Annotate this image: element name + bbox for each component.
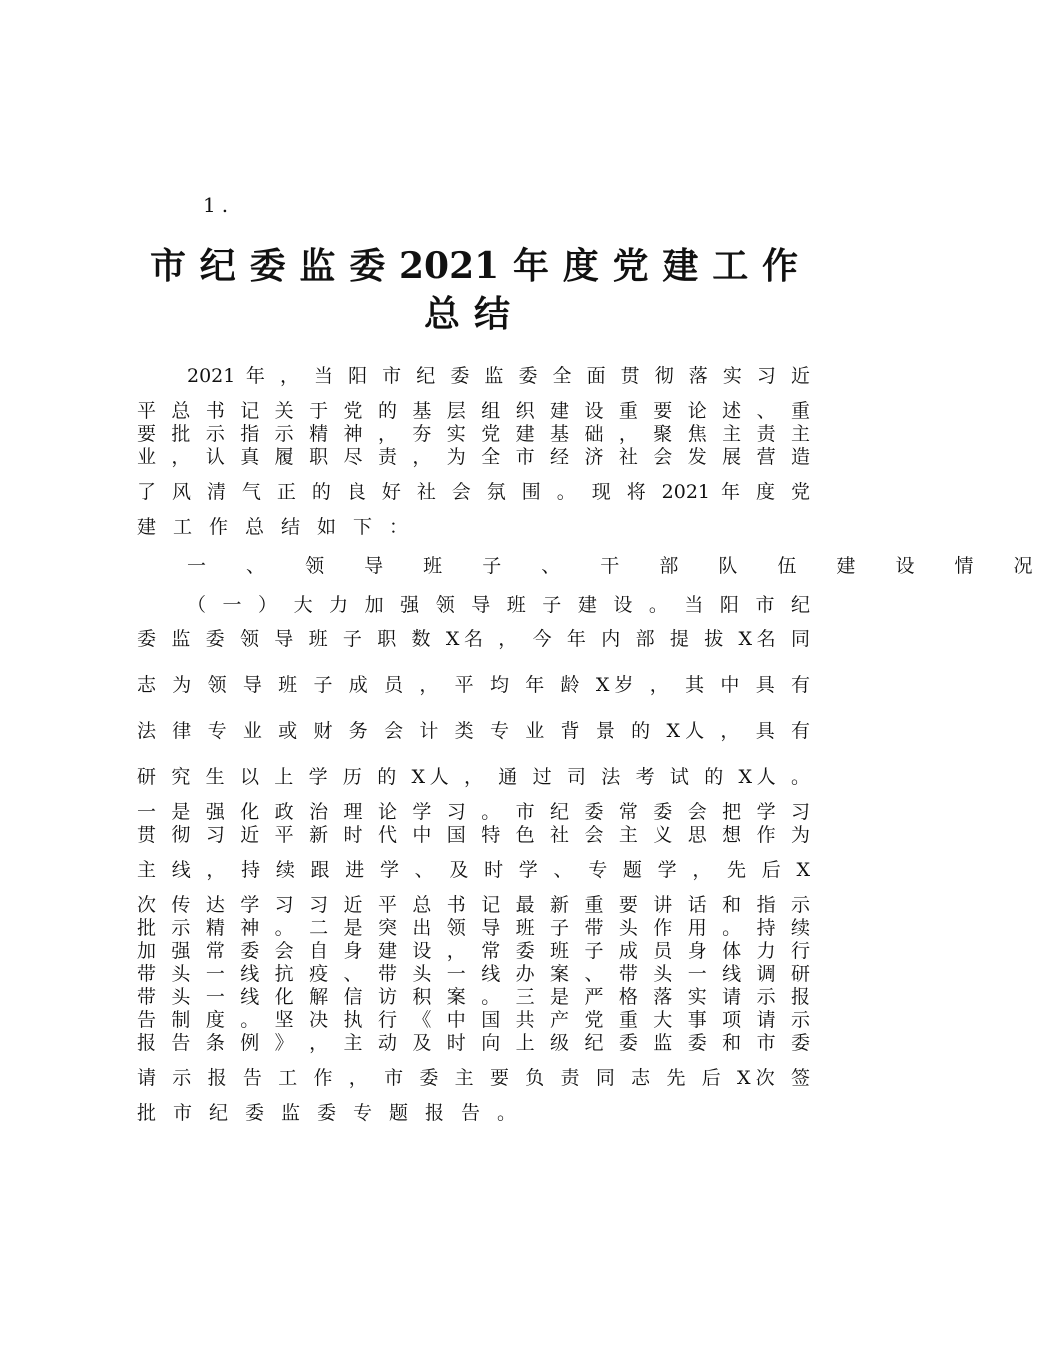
body-line: 建工作总结如下： [137, 516, 426, 538]
document-title-continued: 总结 [423, 293, 524, 335]
body-line: 委 监 委 领 导 班 子 职 数 X名 ， 今 年 内 部 提 拔 X名 同 [137, 628, 810, 650]
document-title: 市纪委监委2021年度党建工作 [150, 245, 798, 287]
body-line: 法 律 专 业 或 财 务 会 计 类 专 业 背 景 的 X人 ， 具 有 [137, 720, 810, 742]
body-line: 要 批 示 指 示 精 神 ， 夯 实 党 建 基 础 ， 聚 焦 主 责 主 [137, 423, 810, 445]
body-line: 批市纪委监委专题报告。 [137, 1102, 534, 1124]
section-heading: 一 、 领 导 班 子 、 干 部 队 伍 建 设 情 况 [187, 555, 1050, 577]
body-line: 带 头 一 线 抗 疫 、 带 头 一 线 办 案 、 带 头 一 线 调 研 [137, 963, 810, 985]
body-line: 告 制 度 。 坚 决 执 行 《 中 国 共 产 党 重 大 事 项 请 示 [137, 1009, 810, 1031]
body-line: 批 示 精 神 。 二 是 突 出 领 导 班 子 带 头 作 用 。 持 续 [137, 917, 810, 939]
body-line: 贯 彻 习 近 平 新 时 代 中 国 特 色 社 会 主 义 思 想 作 为 [137, 824, 810, 846]
body-line: 研 究 生 以 上 学 历 的 X人 ， 通 过 司 法 考 试 的 X人 。 [137, 766, 810, 788]
body-line: 主 线 ， 持 续 跟 进 学 、 及 时 学 、 专 题 学 ， 先 后 X [137, 859, 810, 881]
body-line: 请 示 报 告 工 作 ， 市 委 主 要 负 责 同 志 先 后 X次 签 [137, 1067, 810, 1089]
body-line: 业 ， 认 真 履 职 尽 责 ， 为 全 市 经 济 社 会 发 展 营 造 [137, 446, 810, 468]
body-line: 报 告 条 例 》 ， 主 动 及 时 向 上 级 纪 委 监 委 和 市 委 [137, 1032, 810, 1054]
body-line: 次 传 达 学 习 习 近 平 总 书 记 最 新 重 要 讲 话 和 指 示 [137, 894, 810, 916]
body-line: 平 总 书 记 关 于 党 的 基 层 组 织 建 设 重 要 论 述 、 重 [137, 400, 810, 422]
body-line: 加 强 常 委 会 自 身 建 设 ， 常 委 班 子 成 员 身 体 力 行 [137, 940, 810, 962]
body-line: 了 风 清 气 正 的 良 好 社 会 氛 围 。 现 将 2021 年 度 党 [137, 481, 810, 503]
item-number: 1. [203, 193, 235, 217]
body-line: 2021 年 ， 当 阳 市 纪 委 监 委 全 面 贯 彻 落 实 习 近 [187, 365, 810, 387]
body-line: 志 为 领 导 班 子 成 员 ， 平 均 年 龄 X岁 ， 其 中 具 有 [137, 674, 810, 696]
subsection-heading: （ 一 ） 大 力 加 强 领 导 班 子 建 设 。 当 阳 市 纪 [187, 594, 810, 616]
body-line: 带 头 一 线 化 解 信 访 积 案 。 三 是 严 格 落 实 请 示 报 [137, 986, 810, 1008]
body-line: 一 是 强 化 政 治 理 论 学 习 。 市 纪 委 常 委 会 把 学 习 [137, 801, 810, 823]
